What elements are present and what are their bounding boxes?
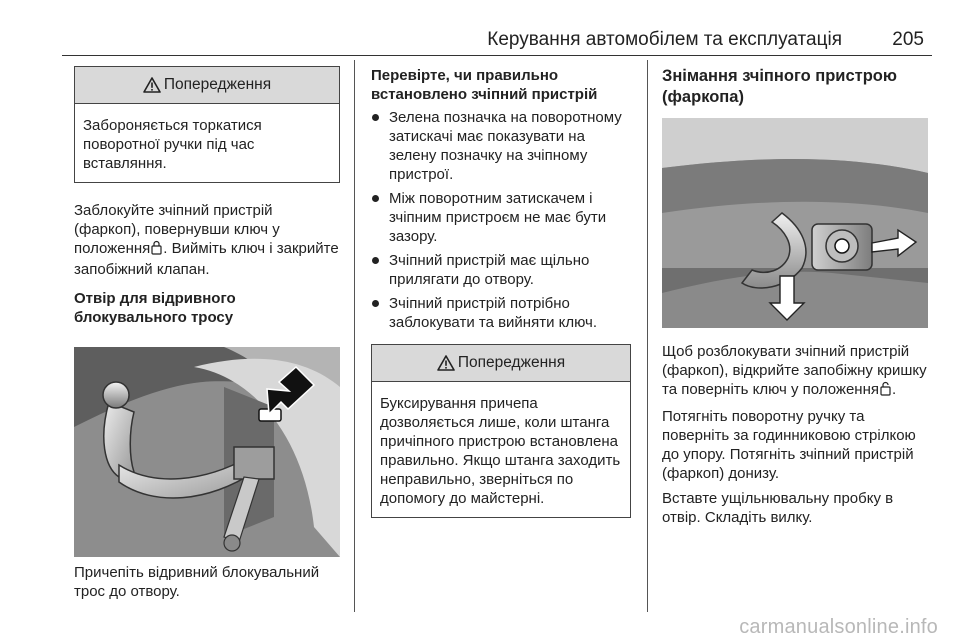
list-item: Між поворотним затискачем і зчіпним пристроєм не має бути зазору. <box>371 189 633 246</box>
header-rule <box>62 55 932 56</box>
column-2 <box>371 66 633 518</box>
warning-text: Буксирування причепа дозволяється лише, коли штанга причіпного пристрою встановлена правильно. Якщо штанга заходить неправильно, зверніться по допомогу до майстерні. <box>380 395 621 507</box>
watermark: carmanualsonline.info <box>739 616 938 638</box>
page-number: 205 <box>892 29 924 50</box>
section-heading: Знімання зчіпного пристрою (фаркопа) <box>662 67 897 106</box>
list-item: Зелена позначка на поворотному затискачі має показувати на зелену позначку на зчіпному пристрої. <box>371 108 633 184</box>
key-unlocked-icon <box>880 381 891 401</box>
section-heading: Отвір для відривного блокувального тросу <box>74 290 236 326</box>
unlock-instruction: Щоб розблокувати зчіпний пристрій (фаркоп), відкрийте запобіжну кришку та поверніть ключ у положення . <box>662 342 930 401</box>
column-divider-left <box>354 60 355 612</box>
page-header <box>0 0 960 54</box>
warning-box <box>371 344 631 518</box>
rotate-instruction: Потягніть поворотну ручку та поверніть за годинниковою стрілкою до упору. Потягніть зчіпний пристрій (фаркоп) донизу. <box>662 408 916 482</box>
lock-instruction: Заблокуйте зчіпний пристрій (фаркоп), повернувши ключ у положення . Вийміть ключ і закрийте запобіжний клапан. <box>74 202 339 278</box>
warning-box <box>74 66 340 183</box>
plug-instruction: Вставте ущільнювальну пробку в отвір. Складіть вилку. <box>662 490 894 526</box>
section-heading: Перевірте, чи правильно встановлено зчіпний пристрій <box>371 67 598 103</box>
header-title: Керування автомобілем та експлуатація <box>487 29 842 50</box>
image-caption: Причепіть відривний блокувальний трос до отвору. <box>74 564 320 600</box>
list-item: Зчіпний пристрій потрібно заблокувати та вийняти ключ. <box>371 294 633 332</box>
warning-title: Попередження <box>457 354 566 371</box>
warning-header <box>75 67 339 104</box>
warning-triangle-icon <box>143 77 161 93</box>
column-3 <box>662 66 930 527</box>
warning-text: Забороняється торкатися поворотної ручки під час вставляння. <box>83 117 262 172</box>
hitch-removal-illustration <box>662 118 928 328</box>
checklist <box>371 108 633 332</box>
list-item: Зчіпний пристрій має щільно прилягати до отвору. <box>371 251 633 289</box>
hitch-hole-illustration <box>74 347 340 557</box>
warning-title: Попередження <box>163 76 272 93</box>
warning-header <box>372 345 630 382</box>
column-1 <box>74 66 342 601</box>
warning-triangle-icon <box>437 355 455 371</box>
key-locked-icon <box>151 240 162 260</box>
column-divider-right <box>647 60 648 612</box>
